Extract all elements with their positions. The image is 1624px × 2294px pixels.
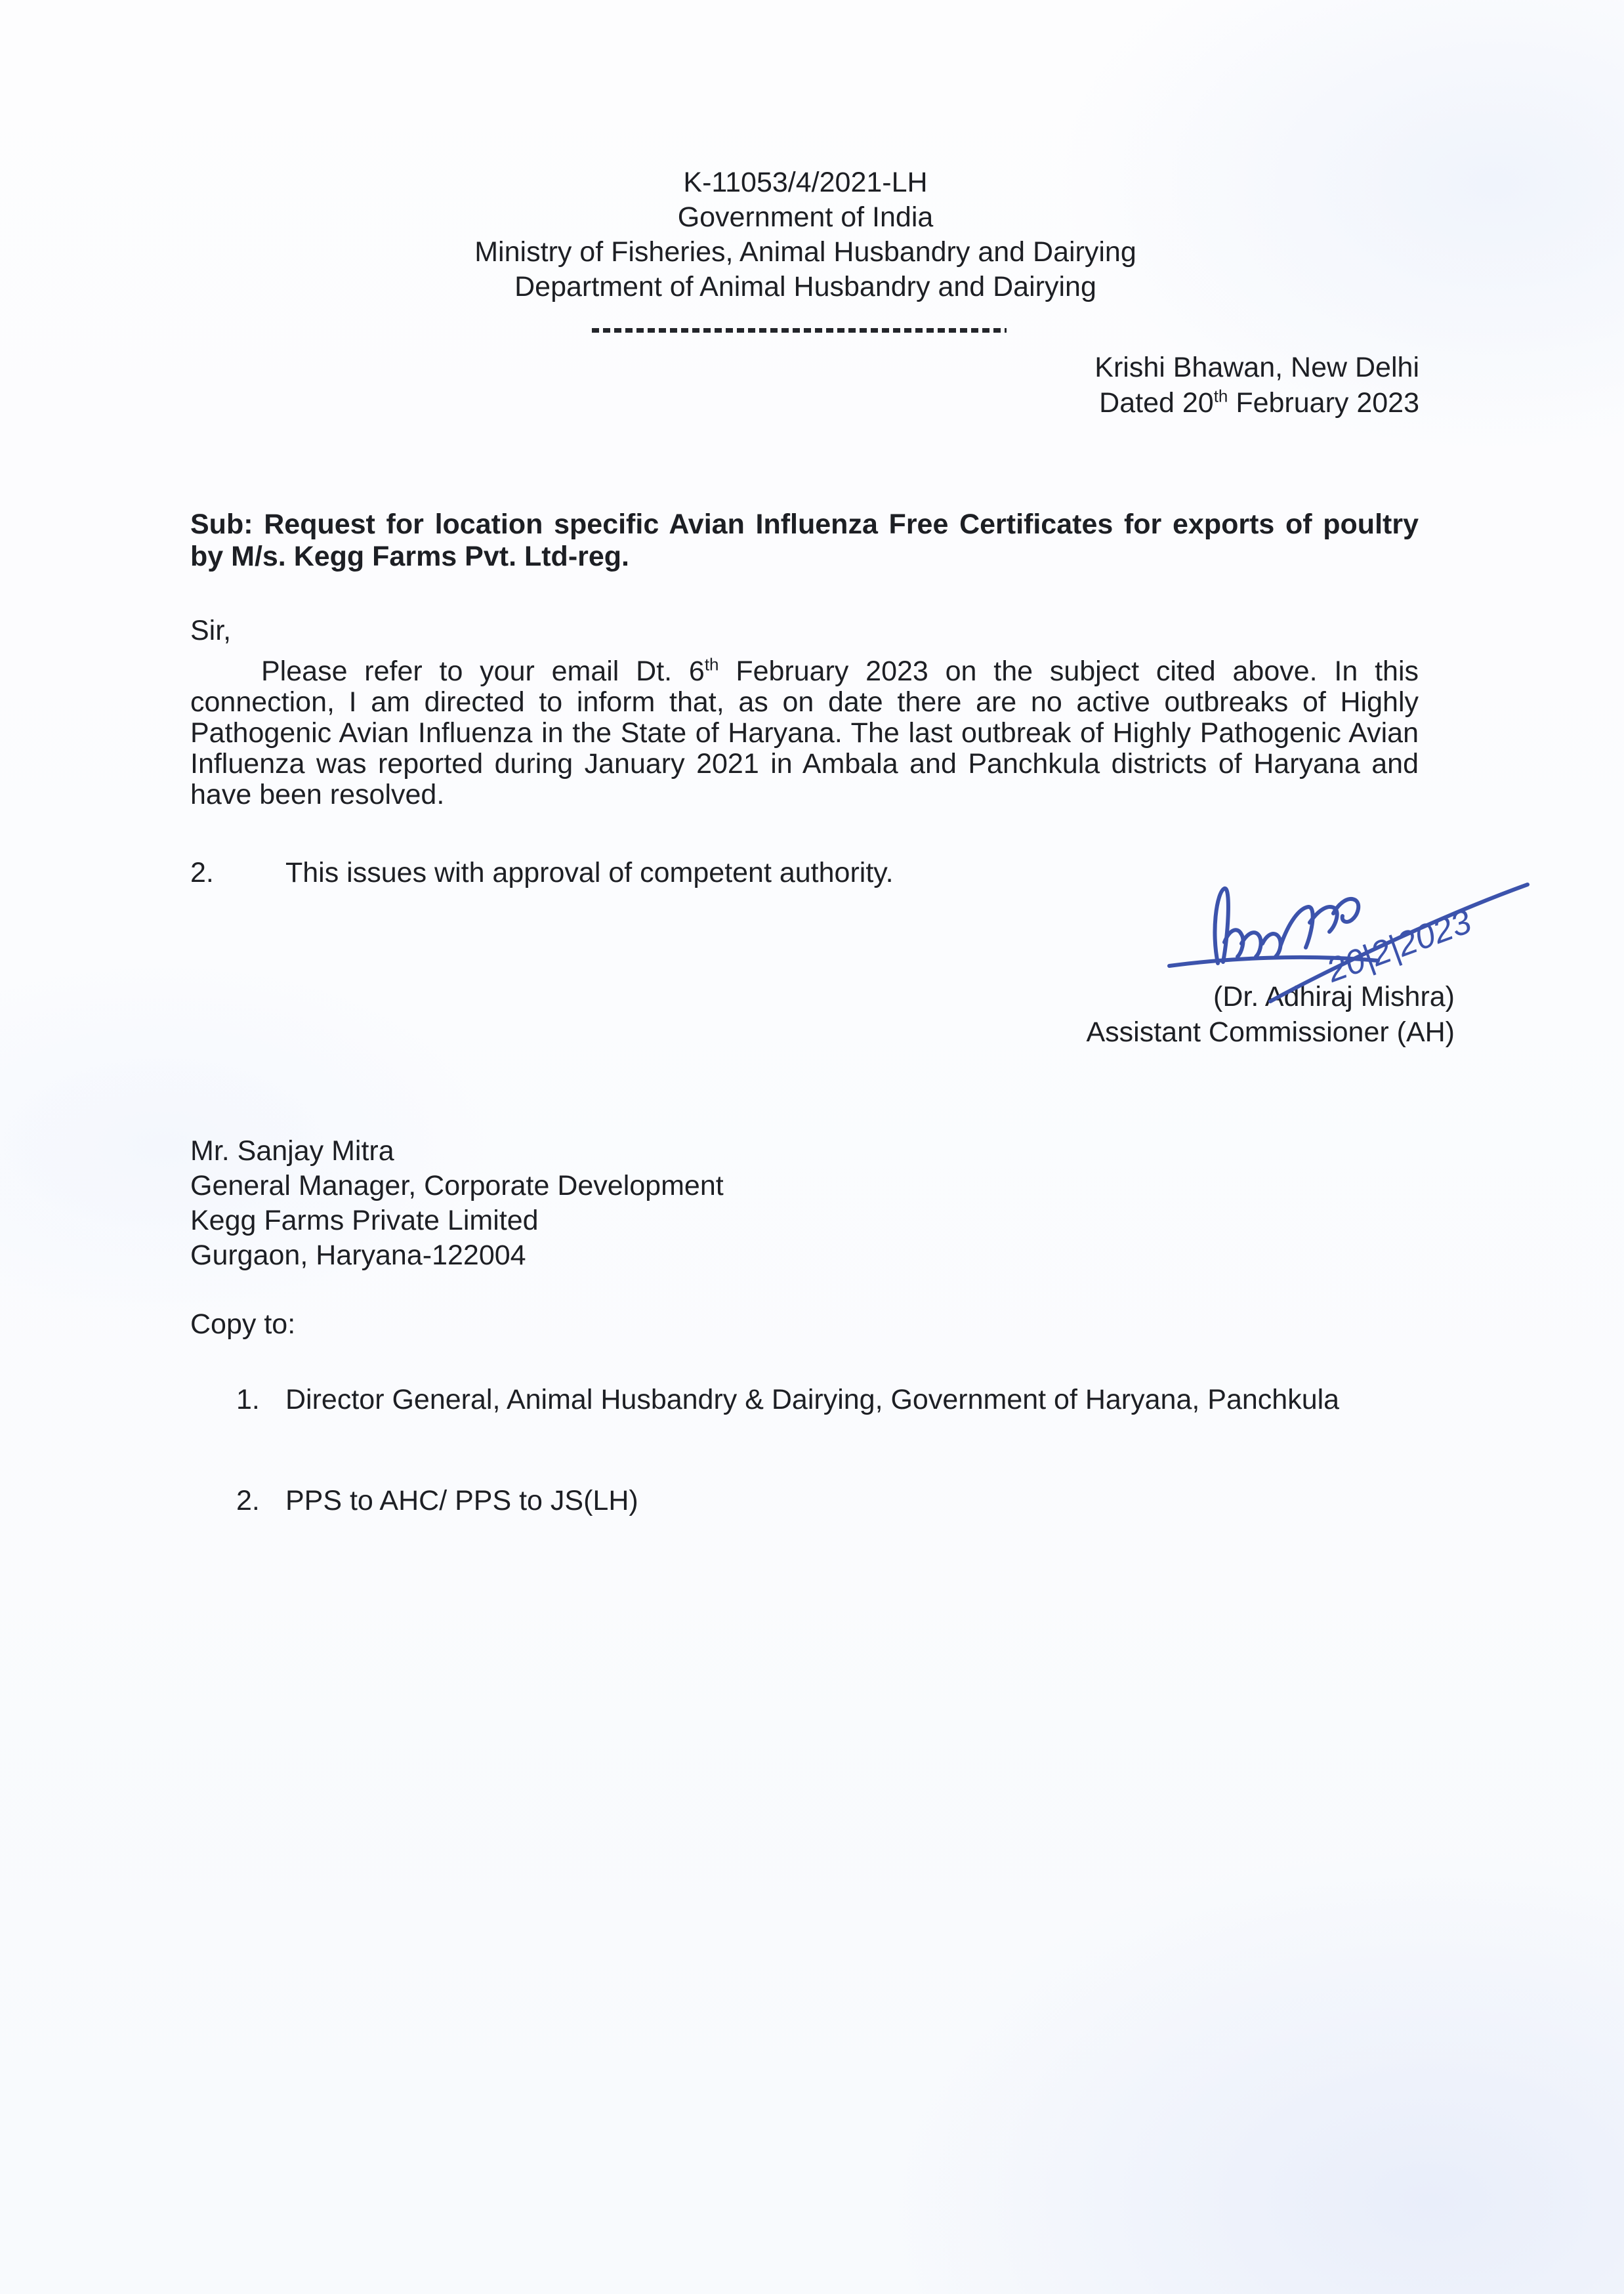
- date-suffix: February 2023: [1228, 387, 1419, 419]
- para1-superscript: th: [704, 654, 719, 675]
- date-prefix: Dated 20: [1099, 387, 1214, 419]
- signatory-name: (Dr. Adhiraj Mishra): [1213, 981, 1455, 1012]
- body-paragraph-1: [190, 656, 1419, 810]
- copy-to-item-2: [236, 1484, 1417, 1517]
- copy-item-text: PPS to AHC/ PPS to JS(LH): [285, 1485, 638, 1516]
- addressee-city: Gurgaon, Haryana-122004: [190, 1240, 526, 1271]
- dateline: [1094, 350, 1419, 421]
- ministry-line: Ministry of Fisheries, Animal Husbandry and Dairying: [474, 236, 1136, 268]
- addressee-company: Kegg Farms Private Limited: [190, 1205, 539, 1236]
- dashed-divider: [592, 328, 1007, 333]
- addressee-name: Mr. Sanjay Mitra: [190, 1135, 394, 1167]
- handwritten-signature: [1161, 879, 1542, 1037]
- letterhead: [0, 165, 1611, 304]
- copy-item-number: 1.: [236, 1384, 260, 1415]
- copy-to-label: Copy to:: [190, 1308, 296, 1340]
- government-line: Government of India: [677, 201, 934, 233]
- date-line: [1094, 385, 1419, 421]
- place-line: Krishi Bhawan, New Delhi: [1094, 352, 1419, 383]
- addressee-title: General Manager, Corporate Development: [190, 1170, 724, 1201]
- date-superscript: th: [1213, 386, 1228, 406]
- copy-item-text: Director General, Animal Husbandry & Dairying, Government of Haryana, Panchkula: [285, 1384, 1340, 1415]
- subject-line: Sub: Request for location specific Avian Influenza Free Certificates for exports of poultry by M/s. Kegg Farms Pvt. Ltd-reg.: [190, 509, 1419, 572]
- para1-text-b: February 2023 on the subject cited above. In this connection, I am directed to inform that, as on date there are no active outbreaks of Highly Pathogenic Avian Influenza in the State of Haryana. The last outbreak of Highly Pathogenic Avian Influenza was reported during January 2021 in Ambala and Panchkula districts of Haryana and have been resolved.: [190, 656, 1419, 810]
- copy-item-number: 2.: [236, 1485, 260, 1516]
- file-number: K-11053/4/2021-LH: [683, 167, 928, 198]
- signature-handwritten-date: 20|2|2023: [1322, 902, 1476, 990]
- copy-to-item-1: [236, 1383, 1417, 1416]
- signatory-designation: Assistant Commissioner (AH): [1086, 1016, 1455, 1048]
- paragraph-text: This issues with approval of competent authority.: [285, 857, 894, 888]
- salutation: Sir,: [190, 615, 232, 646]
- paragraph-number: 2.: [190, 857, 214, 888]
- addressee-block: [190, 1134, 724, 1273]
- department-line: Department of Animal Husbandry and Dairying: [514, 271, 1096, 302]
- para1-text-a: Please refer to your email Dt. 6: [261, 656, 705, 687]
